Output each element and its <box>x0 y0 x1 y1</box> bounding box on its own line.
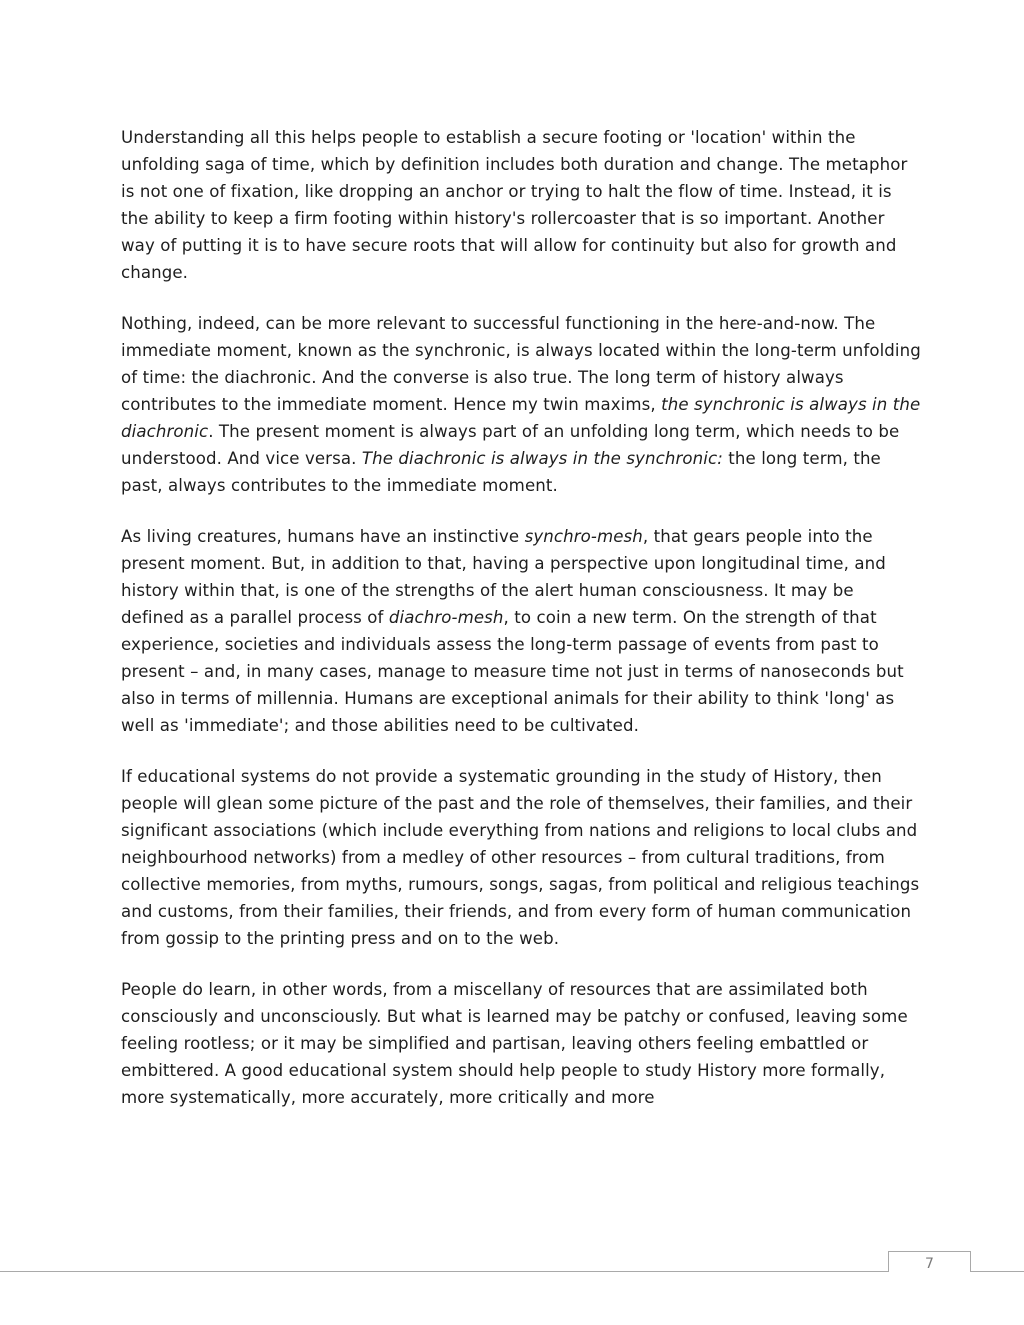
page-number: 7 <box>925 1256 934 1272</box>
italic-term-diachro-mesh: diachro-mesh <box>388 608 504 627</box>
paragraph-1 <box>121 124 921 286</box>
paragraph-text: As living creatures, humans have an instinctive <box>121 527 525 546</box>
paragraph-text: , that gears people into the present moment. But, in addition to that, having a perspective upon longitudinal time, and history within that, is one of the strengths of the alert human consciousness. It may be defined as a parallel process of <box>121 527 886 627</box>
paragraph-text: If educational systems do not provide a systematic grounding in the study of History, then people will glean some picture of the past and the role of themselves, their families, and their significant associations (which include everything from nations and religions to local clubs and neighbourhood networks) from a medley of other resources – from cultural traditions, from collective memories, from myths, rumours, songs, sagas, from political and religious teachings and customs, from their families, their friends, and from every form of human communication from gossip to the printing press and on to the web. <box>121 767 920 948</box>
paragraph-text: Understanding all this helps people to establish a secure footing or 'location' within the unfolding saga of time, which by definition includes both duration and change. The metaphor is not one of fixation, like dropping an anchor or trying to halt the flow of time. Instead, it is the ability to keep a firm footing within history's rollercoaster that is so important. Another way of putting it is to have secure roots that will allow for continuity but also for growth and change. <box>121 128 908 282</box>
paragraph-text: People do learn, in other words, from a miscellany of resources that are assimilated both consciously and unconsciously. But what is learned may be patchy or confused, leaving some feeling rootless; or it may be simplified and partisan, leaving others feeling embattled or embittered. A good educational system should help people to study History more formally, more systematically, more accurately, more critically and more <box>121 980 908 1107</box>
paragraph-4 <box>121 763 921 952</box>
footer-rule <box>0 1271 1024 1272</box>
italic-term-synchro-mesh: synchro-mesh <box>524 527 643 546</box>
paragraph-text: . The present moment is always part of an unfolding long term, which needs to be understood. And vice versa. <box>121 422 900 468</box>
body-text <box>121 124 921 1135</box>
paragraph-text: Nothing, indeed, can be more relevant to successful functioning in the here-and-now. The immediate moment, known as the synchronic, is always located within the long-term unfolding of time: the diachronic. And the converse is also true. The long term of history always contributes to the immediate moment. Hence my twin maxims, <box>121 314 921 414</box>
paragraph-5 <box>121 976 921 1111</box>
paragraph-text: , to coin a new term. On the strength of that experience, societies and individuals assess the long-term passage of events from past to present – and, in many cases, manage to measure time not just in terms of nanoseconds but also in terms of millennia. Humans are exceptional animals for their ability to think 'long' as well as 'immediate'; and those abilities need to be cultivated. <box>121 608 904 735</box>
italic-maxim-2: The diachronic is always in the synchronic: <box>361 449 723 468</box>
paragraph-text: the long term, the past, always contributes to the immediate moment. <box>121 449 881 495</box>
italic-maxim-1: the synchronic is always in the diachronic <box>121 395 921 441</box>
paragraph-2 <box>121 310 921 499</box>
paragraph-3 <box>121 523 921 739</box>
